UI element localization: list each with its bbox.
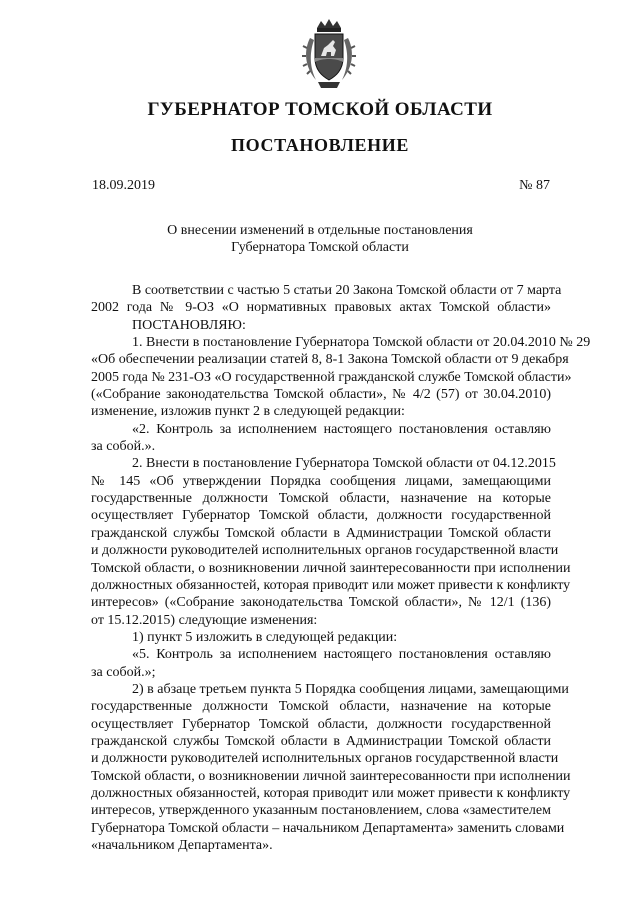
body-line: В соответствии с частью 5 статьи 20 Закона Томской области от 7 марта (132, 283, 562, 298)
body-line: за собой.». (91, 439, 156, 455)
body-line: государственные должности Томской области, назначение на которые (91, 699, 551, 715)
body-line: «5. Контроль за исполнением настоящего постановления оставляю (132, 647, 551, 663)
body-line: 1. Внести в постановление Губернатора Томской области от 20.04.2010 № 29 (132, 335, 591, 351)
document-subject (0, 222, 640, 256)
document-number: № 87 (519, 178, 550, 193)
document-date: 18.09.2019 (92, 178, 155, 193)
body-line: «2. Контроль за исполнением настоящего постановления оставляю (132, 421, 551, 437)
body-line: «Об обеспечении реализации статей 8, 8-1 Закона Томской области от 9 декабря (91, 352, 569, 368)
body-line: 2. Внести в постановление Губернатора Томской области от 04.12.2015 (132, 456, 556, 472)
body-line: интересов, утвержденного указанным постановлением, слова «заместителем (91, 803, 551, 819)
coat-of-arms-icon (300, 18, 358, 90)
body-line: 2) в абзаце третьем пункта 5 Порядка сообщения лицами, замещающими (132, 681, 569, 697)
document-type: ПОСТАНОВЛЕНИЕ (231, 135, 409, 155)
body-line: и должности руководителей исполнительных органов государственной власти (91, 543, 559, 559)
body-line: Томской области, о возникновении личной заинтересованности при исполнении (91, 560, 571, 576)
body-line: от 15.12.2015) следующие изменения: (91, 612, 318, 628)
body-line: осуществляет Губернатор Томской области, должности государственной (91, 508, 551, 524)
body-line: изменение, изложив пункт 2 в следующей редакции: (91, 404, 405, 420)
body-line: и должности руководителей исполнительных органов государственной власти (91, 751, 559, 767)
body-line: («Собрание законодательства Томской области», № 4/2 (57) от 30.04.2010) (91, 387, 551, 403)
body-line: государственные должности Томской области, назначение на которые (91, 491, 551, 507)
body-line: за собой.»; (91, 664, 156, 680)
body-line: гражданской службы Томской области в Администрации Томской области (91, 525, 551, 541)
body-line: Томской области, о возникновении личной заинтересованности при исполнении (91, 768, 571, 784)
body-line: осуществляет Губернатор Томской области, должности государственной (91, 716, 551, 732)
body-line: № 145 «Об утверждении Порядка сообщения лицами, замещающими (91, 473, 551, 489)
body-line: ПОСТАНОВЛЯЮ: (132, 317, 246, 333)
body-line: интересов» («Собрание законодательства Томской области», № 12/1 (136) (91, 595, 551, 611)
subject-line: Губернатора Томской области (231, 240, 409, 255)
body-line: гражданской службы Томской области в Администрации Томской области (91, 733, 551, 749)
body-line: Губернатора Томской области – начальником Департамента» заменить словами (91, 820, 565, 836)
body-line: 2005 года № 231-ОЗ «О государственной гражданской службе Томской области» (91, 369, 572, 385)
body-line: должностных обязанностей, которая приводит или может привести к конфликту (91, 577, 571, 593)
body-line: 1) пункт 5 изложить в следующей редакции: (132, 629, 398, 645)
body-line: «начальником Департамента». (91, 838, 273, 853)
issuer-title: ГУБЕРНАТОР ТОМСКОЙ ОБЛАСТИ (147, 99, 493, 120)
document-body (91, 282, 591, 854)
body-line: 2002 года № 9-ОЗ «О нормативных правовых актах Томской области» (91, 300, 551, 316)
body-line: должностных обязанностей, которая приводит или может привести к конфликту (91, 785, 571, 801)
subject-line: О внесении изменений в отдельные постановления (167, 223, 473, 238)
